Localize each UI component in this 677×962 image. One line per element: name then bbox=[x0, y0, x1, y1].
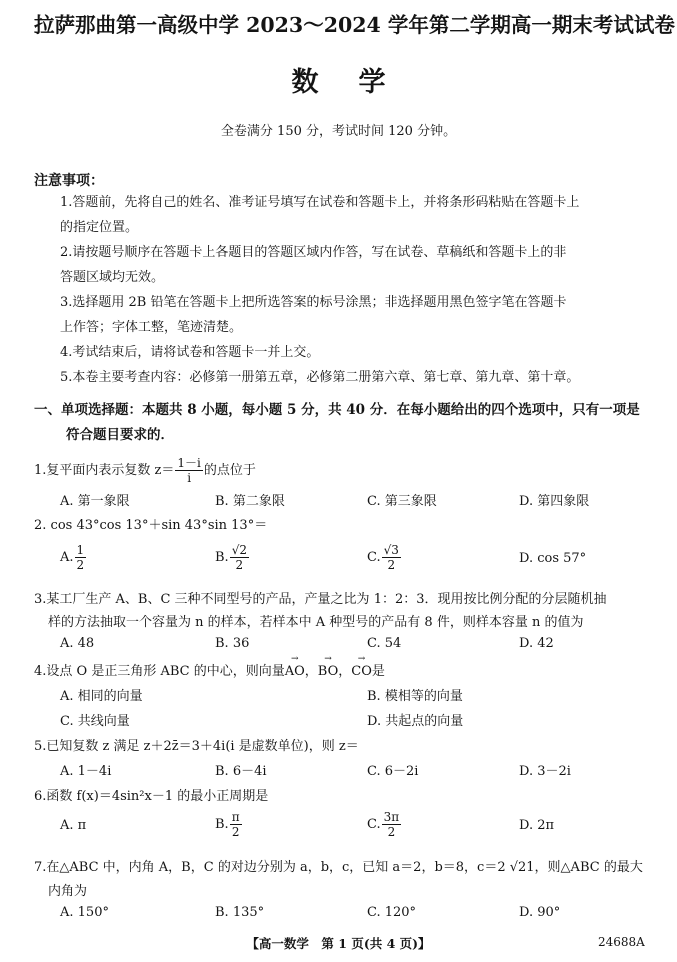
question-7-line: 7.在△ABC 中，内角 A，B，C 的对边分别为 a，b，c，已知 a＝2，b＝8，c＝2 √21，则△ABC 的最大 bbox=[34, 860, 643, 875]
section-line: 一、单项选择题：本题共 8 小题，每小题 5 分，共 40 分．在每小题给出的四个选项中，只有一项是 bbox=[34, 402, 640, 418]
note-line: 2.请按题号顺序在答题卡上各题目的答题区域内作答，写在试卷、草稿纸和答题卡上的非 bbox=[60, 245, 567, 260]
option-d[interactable]: D. cos 57° bbox=[519, 551, 587, 566]
option-d[interactable]: D. 共起点的向量 bbox=[367, 714, 464, 729]
option-d[interactable]: D. 2π bbox=[519, 818, 555, 833]
option-b[interactable]: B. 6－4i bbox=[215, 764, 267, 779]
note-line: 答题区域均无效。 bbox=[60, 270, 165, 285]
note-line: 3.选择题用 2B 铅笔在答题卡上把所选答案的标号涂黑；非选择题用黑色签字笔在答题卡 bbox=[60, 295, 567, 310]
option-b[interactable]: B. $\frac{\pi}{2}$ bbox=[215, 810, 240, 839]
option-c[interactable]: C. 6－2i bbox=[367, 764, 419, 779]
note-line: 上作答；字体工整，笔迹清楚。 bbox=[60, 320, 243, 335]
option-d[interactable]: D. 3－2i bbox=[519, 764, 571, 779]
exam-info: 全卷满分 150 分，考试时间 120 分钟。 bbox=[220, 124, 457, 139]
note-item bbox=[60, 340, 660, 365]
option-b[interactable]: B. 135° bbox=[215, 905, 265, 920]
option-a[interactable]: A. $\frac{1}{2}$ bbox=[60, 543, 85, 572]
exam-title: 拉萨那曲第一高级中学 2023～2024 学年第二学期高一期末考试试卷 bbox=[34, 13, 675, 37]
option-c[interactable]: C. $\frac{3\pi}{2}$ bbox=[367, 810, 400, 839]
option-c[interactable]: C. 共线向量 bbox=[60, 714, 130, 729]
option-c[interactable]: C. 第三象限 bbox=[367, 494, 437, 509]
note-line: 1.答题前，先将自己的姓名、准考证号填写在试卷和答题卡上，并将条形码粘贴在答题卡上 bbox=[60, 195, 580, 210]
note-item bbox=[60, 240, 660, 290]
question-5-options bbox=[60, 760, 660, 784]
question-2-options bbox=[60, 543, 660, 575]
question-6-stem: 6.函数 f(x)＝4sin²x－1 的最小正周期是 bbox=[34, 789, 269, 804]
option-b[interactable]: B. 模相等的向量 bbox=[367, 689, 463, 704]
vector-ao: → AO bbox=[285, 664, 305, 679]
question-1-options bbox=[60, 490, 660, 514]
option-d[interactable]: D. 42 bbox=[519, 636, 554, 651]
fraction: $\frac{1-i}{i}$ bbox=[177, 456, 201, 485]
vector-bo: → BO bbox=[318, 664, 338, 679]
vector-co: → CO bbox=[351, 664, 372, 679]
section-heading bbox=[34, 398, 654, 448]
option-a[interactable]: A. π bbox=[60, 818, 87, 833]
option-a[interactable]: A. 相同的向量 bbox=[60, 689, 143, 704]
question-7-line: 内角为 bbox=[48, 884, 88, 899]
note-line: 4.考试结束后，请将试卷和答题卡一并上交。 bbox=[60, 345, 320, 360]
question-5-stem: 5.已知复数 z 满足 z＋2z̄＝3＋4i(i 是虚数单位)，则 z＝ bbox=[34, 739, 359, 754]
question-7-options bbox=[60, 905, 660, 929]
option-c[interactable]: C. 54 bbox=[367, 636, 402, 651]
option-c[interactable]: C. $\frac{√3}{2}$ bbox=[367, 543, 399, 572]
notes-list bbox=[60, 190, 660, 390]
question-1-stem: 1.复平面内表示复数 z＝ $\frac{1-i}{i}$ 的点位于 bbox=[34, 456, 256, 485]
option-d[interactable]: D. 第四象限 bbox=[519, 494, 590, 509]
option-a[interactable]: A. 48 bbox=[60, 636, 95, 651]
paper-code: 24688A bbox=[598, 935, 645, 949]
page-footer: 【高一数学 第 1 页(共 4 页)】 bbox=[246, 936, 431, 951]
option-d[interactable]: D. 90° bbox=[519, 905, 561, 920]
note-item bbox=[60, 290, 660, 340]
subject-title: 数学 bbox=[291, 67, 426, 98]
question-4-stem: 4.设点 O 是正三角形 ABC 的中心，则向量→ AO，→ BO，→ CO是 bbox=[34, 660, 385, 679]
option-b[interactable]: B. 36 bbox=[215, 636, 250, 651]
question-3-line: 3.某工厂生产 A、B、C 三种不同型号的产品，产量之比为 1：2：3．现用按比例分配的分层随机抽 bbox=[34, 592, 607, 607]
note-line: 的指定位置。 bbox=[60, 220, 139, 235]
question-6-options bbox=[60, 810, 660, 842]
question-3-line: 样的方法抽取一个容量为 n 的样本，若样本中 A 种型号的产品有 8 件，则样本容量 n 的值为 bbox=[48, 615, 584, 630]
question-4-options-row1 bbox=[60, 685, 660, 709]
option-b[interactable]: B. $\frac{√2}{2}$ bbox=[215, 543, 247, 572]
option-a[interactable]: A. 1－4i bbox=[60, 764, 112, 779]
section-line: 符合题目要求的． bbox=[66, 427, 174, 443]
note-line: 5.本卷主要考查内容：必修第一册第五章，必修第二册第六章、第七章、第九章、第十章。 bbox=[60, 370, 580, 385]
question-4-options-row2 bbox=[60, 710, 660, 734]
question-2-stem: 2. cos 43°cos 13°＋sin 43°sin 13°＝ bbox=[34, 518, 268, 533]
notes-title: 注意事项： bbox=[34, 173, 104, 189]
option-c[interactable]: C. 120° bbox=[367, 905, 417, 920]
note-item bbox=[60, 365, 660, 390]
note-item bbox=[60, 190, 660, 240]
option-a[interactable]: A. 150° bbox=[60, 905, 109, 920]
option-a[interactable]: A. 第一象限 bbox=[60, 494, 130, 509]
option-b[interactable]: B. 第二象限 bbox=[215, 494, 285, 509]
